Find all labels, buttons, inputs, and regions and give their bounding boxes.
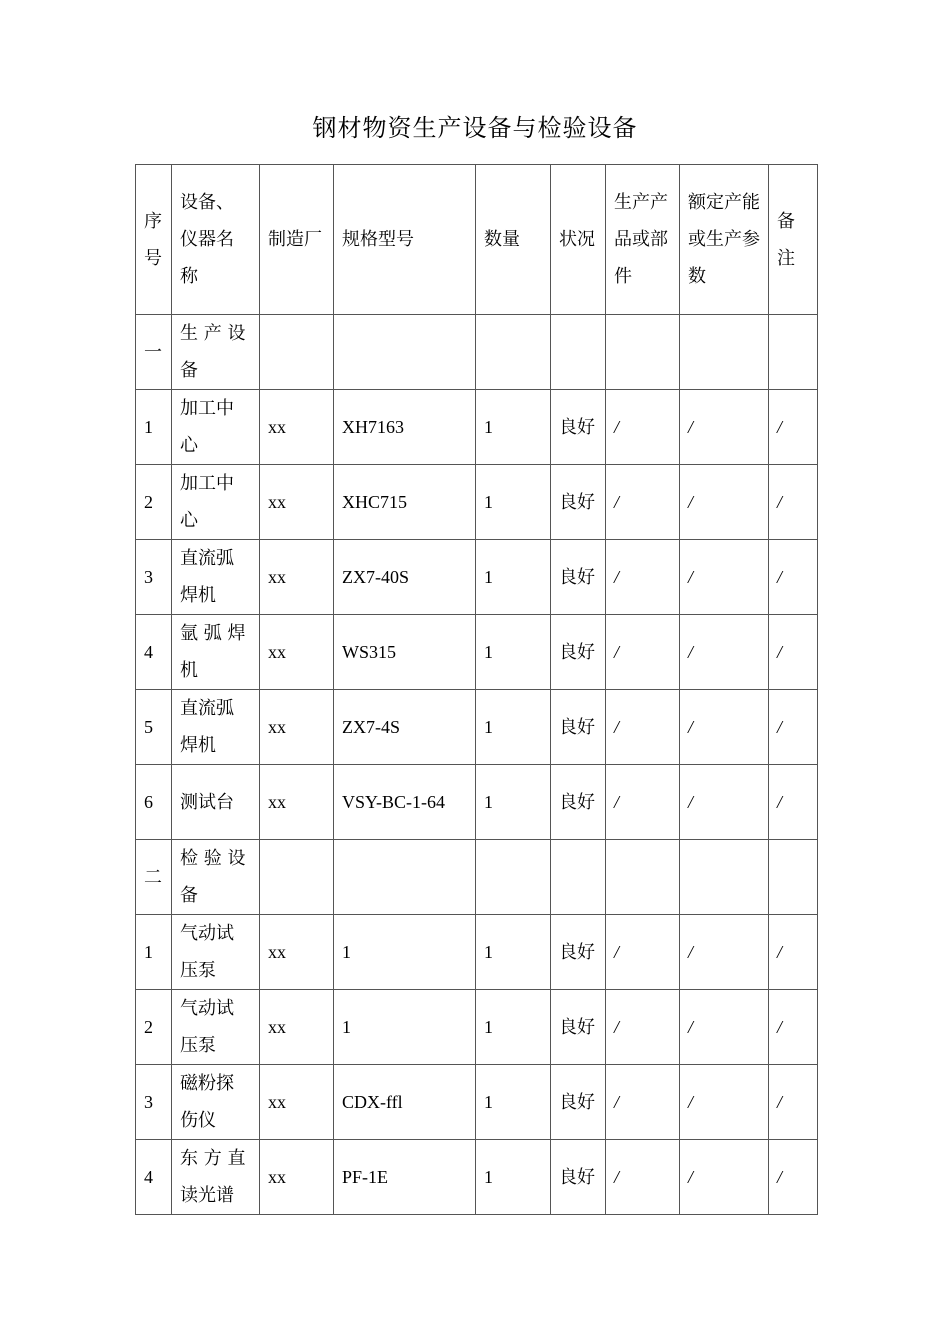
cell-seq: 3 [136,1065,172,1140]
cell-model: PF-1E [334,1140,476,1215]
table-row [136,765,818,840]
cell-capacity: / [680,765,769,840]
cell-status: 良好 [551,540,606,615]
cell-seq: 5 [136,690,172,765]
cell-qty: 1 [476,1140,551,1215]
cell-capacity: / [680,1065,769,1140]
cell-remark: / [769,915,818,990]
cell-status: 良好 [551,390,606,465]
header-capacity: 额定产能或生产参数 [680,165,769,315]
cell-qty: 1 [476,765,551,840]
cell-model: XHC715 [334,465,476,540]
cell-maker: xx [260,1065,334,1140]
cell-capacity: / [680,915,769,990]
page-title: 钢材物资生产设备与检验设备 [312,114,638,142]
empty-cell [260,315,334,390]
empty-cell [606,315,680,390]
cell-qty: 1 [476,915,551,990]
cell-model: CDX-ffl [334,1065,476,1140]
cell-status: 良好 [551,765,606,840]
empty-cell [260,840,334,915]
cell-capacity: / [680,690,769,765]
section-name: 生 产 设 备 [172,315,260,390]
cell-product: / [606,540,680,615]
header-model: 规格型号 [334,165,476,315]
cell-status: 良好 [551,1140,606,1215]
cell-name: 加工中心 [172,390,260,465]
cell-name: 氩 弧 焊 机 [172,615,260,690]
header-product: 生产产品或部件 [606,165,680,315]
cell-seq: 6 [136,765,172,840]
empty-cell [769,315,818,390]
empty-cell [334,840,476,915]
cell-name: 直流弧焊机 [172,690,260,765]
cell-status: 良好 [551,1065,606,1140]
cell-status: 良好 [551,690,606,765]
empty-cell [476,840,551,915]
table-row [136,1140,818,1215]
cell-seq: 3 [136,540,172,615]
empty-cell [680,315,769,390]
cell-remark: / [769,1140,818,1215]
cell-model: XH7163 [334,390,476,465]
cell-maker: xx [260,390,334,465]
cell-product: / [606,615,680,690]
equipment-table [135,164,818,1215]
cell-model: VSY-BC-1-64 [334,765,476,840]
cell-capacity: / [680,990,769,1065]
empty-cell [551,840,606,915]
cell-remark: / [769,690,818,765]
header-maker: 制造厂 [260,165,334,315]
empty-cell [680,840,769,915]
cell-seq: 2 [136,465,172,540]
empty-cell [606,840,680,915]
cell-seq: 1 [136,390,172,465]
cell-model: 1 [334,915,476,990]
cell-product: / [606,915,680,990]
cell-maker: xx [260,915,334,990]
cell-capacity: / [680,1140,769,1215]
table-row [136,990,818,1065]
cell-seq: 1 [136,915,172,990]
cell-remark: / [769,540,818,615]
cell-maker: xx [260,465,334,540]
section-row-inspection [136,840,818,915]
cell-qty: 1 [476,990,551,1065]
table-row [136,390,818,465]
header-name: 设备、仪器名称 [172,165,260,315]
cell-model: WS315 [334,615,476,690]
header-qty: 数量 [476,165,551,315]
cell-remark: / [769,1065,818,1140]
cell-name: 测试台 [172,765,260,840]
cell-product: / [606,765,680,840]
cell-status: 良好 [551,915,606,990]
empty-cell [551,315,606,390]
cell-remark: / [769,765,818,840]
cell-maker: xx [260,765,334,840]
section-name: 检 验 设 备 [172,840,260,915]
cell-qty: 1 [476,1065,551,1140]
table-row [136,540,818,615]
cell-model: 1 [334,990,476,1065]
cell-capacity: / [680,465,769,540]
cell-qty: 1 [476,615,551,690]
cell-product: / [606,1065,680,1140]
header-status: 状况 [551,165,606,315]
table-row [136,915,818,990]
cell-qty: 1 [476,390,551,465]
table-row [136,465,818,540]
table-row [136,615,818,690]
cell-status: 良好 [551,465,606,540]
cell-capacity: / [680,390,769,465]
section-seq: 二 [136,840,172,915]
cell-model: ZX7-4S [334,690,476,765]
cell-seq: 4 [136,1140,172,1215]
table-header-row [136,165,818,315]
cell-name: 直流弧焊机 [172,540,260,615]
cell-maker: xx [260,1140,334,1215]
cell-status: 良好 [551,990,606,1065]
section-seq: 一 [136,315,172,390]
cell-name: 东 方 直 读光谱 [172,1140,260,1215]
cell-qty: 1 [476,540,551,615]
cell-maker: xx [260,990,334,1065]
table-row [136,1065,818,1140]
header-remark: 备注 [769,165,818,315]
cell-name: 磁粉探伤仪 [172,1065,260,1140]
cell-name: 气动试压泵 [172,915,260,990]
empty-cell [334,315,476,390]
empty-cell [769,840,818,915]
cell-product: / [606,465,680,540]
cell-remark: / [769,465,818,540]
section-row-production [136,315,818,390]
cell-name: 气动试压泵 [172,990,260,1065]
cell-product: / [606,390,680,465]
cell-product: / [606,990,680,1065]
cell-qty: 1 [476,690,551,765]
cell-maker: xx [260,615,334,690]
cell-qty: 1 [476,465,551,540]
cell-status: 良好 [551,615,606,690]
cell-seq: 4 [136,615,172,690]
table-row [136,690,818,765]
cell-remark: / [769,990,818,1065]
cell-remark: / [769,615,818,690]
cell-name: 加工中心 [172,465,260,540]
cell-seq: 2 [136,990,172,1065]
header-seq: 序号 [136,165,172,315]
cell-capacity: / [680,540,769,615]
cell-maker: xx [260,540,334,615]
cell-product: / [606,1140,680,1215]
cell-remark: / [769,390,818,465]
empty-cell [476,315,551,390]
cell-model: ZX7-40S [334,540,476,615]
cell-capacity: / [680,615,769,690]
cell-product: / [606,690,680,765]
cell-maker: xx [260,690,334,765]
